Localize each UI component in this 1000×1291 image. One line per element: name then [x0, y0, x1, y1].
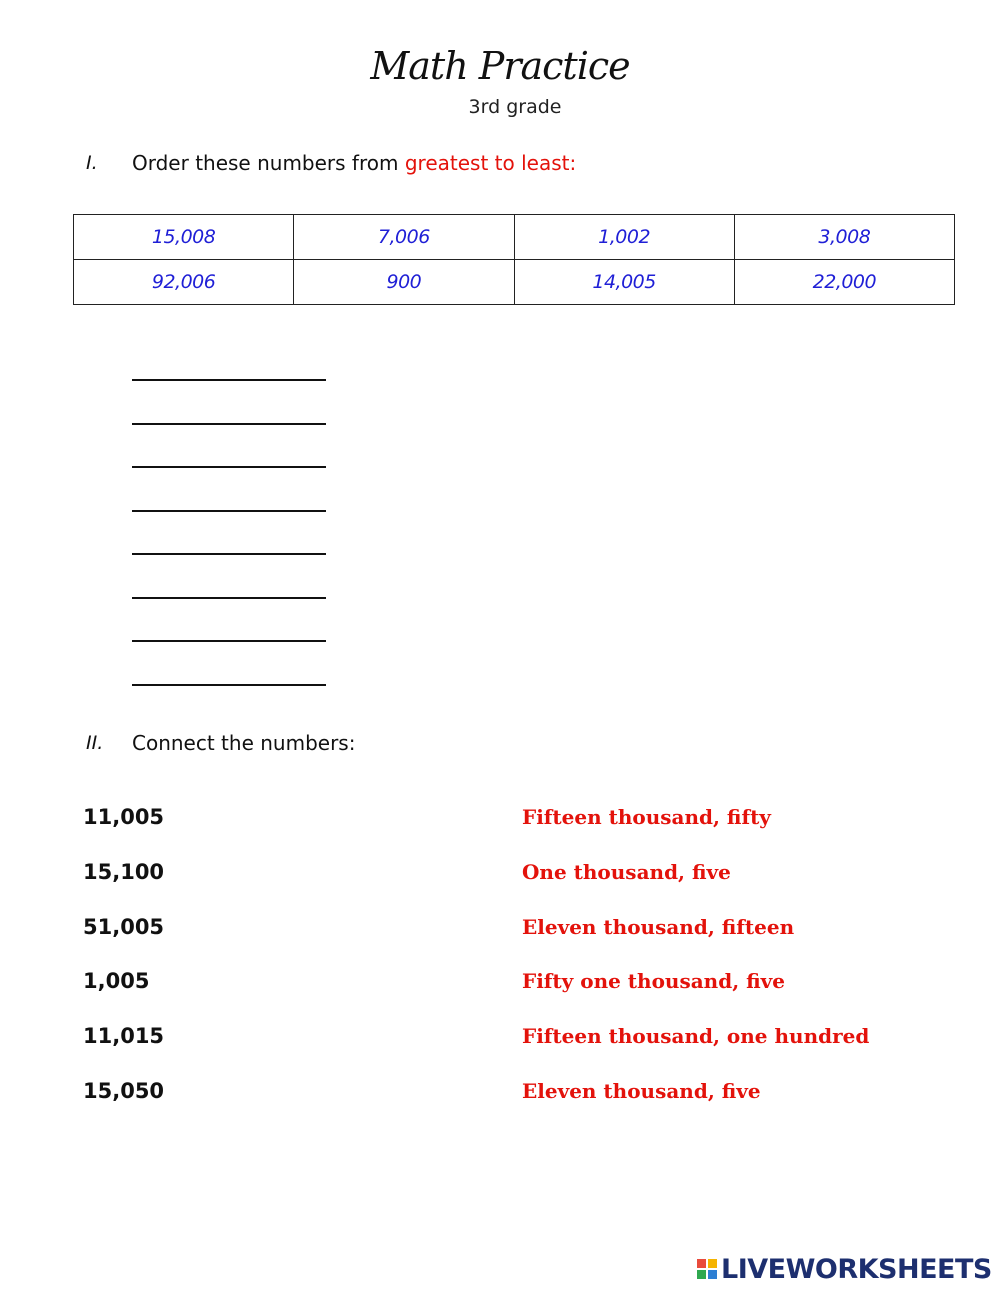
- grid-row: [74, 215, 955, 260]
- page-subtitle: 3rd grade: [468, 96, 562, 118]
- grid-cell: 14,005: [514, 260, 734, 305]
- page-title: Math Practice: [370, 44, 630, 88]
- numbers-column: [83, 800, 164, 1129]
- word-item[interactable]: Fifteen thousand, fifty: [522, 805, 771, 829]
- answer-blank-line[interactable]: [132, 644, 326, 686]
- answer-blank-line[interactable]: [132, 383, 326, 425]
- section-2-instruction: Connect the numbers:: [132, 731, 356, 755]
- logo-blocks-icon: [697, 1259, 717, 1279]
- grid-cell: 92,006: [74, 260, 294, 305]
- word-item[interactable]: Eleven thousand, fifteen: [522, 914, 795, 939]
- number-item[interactable]: 11,005: [83, 805, 165, 829]
- number-item[interactable]: 11,015: [83, 1024, 165, 1049]
- answer-blank-line[interactable]: [132, 513, 326, 555]
- number-item[interactable]: 15,050: [83, 1078, 165, 1103]
- number-item[interactable]: 1,005: [83, 969, 150, 994]
- answer-blank-line[interactable]: [132, 557, 326, 599]
- number-item[interactable]: 15,100: [83, 859, 165, 884]
- answer-blank-line[interactable]: [132, 600, 326, 642]
- grid-cell: 22,000: [734, 260, 954, 305]
- grid-cell: 3,008: [734, 215, 954, 260]
- grid-cell: 900: [294, 260, 514, 305]
- answer-blank-line[interactable]: [132, 339, 326, 381]
- answer-blanks: [132, 339, 326, 687]
- answer-blank-line[interactable]: [132, 426, 326, 468]
- liveworksheets-logo: [697, 1252, 992, 1286]
- logo-text: LIVEWORKSHEETS: [721, 1253, 992, 1285]
- section-1-instruction: [132, 151, 576, 175]
- number-item[interactable]: 51,005: [83, 914, 165, 939]
- grid-cell: 7,006: [294, 215, 514, 260]
- grid-cell: 15,008: [74, 215, 294, 260]
- word-item[interactable]: Fifty one thousand, five: [522, 969, 786, 994]
- grid-cell: 1,002: [514, 215, 734, 260]
- section-1-number: I.: [86, 152, 98, 174]
- grid-row: [74, 260, 955, 305]
- instruction-prefix: Order these numbers from: [132, 151, 405, 175]
- answer-blank-line[interactable]: [132, 470, 326, 512]
- numbers-grid: [73, 214, 955, 305]
- word-item[interactable]: Fifteen thousand, one hundred: [522, 1024, 870, 1049]
- instruction-highlight: greatest to least:: [404, 151, 577, 175]
- words-column: [522, 800, 869, 1129]
- word-item[interactable]: One thousand, five: [522, 859, 731, 884]
- word-item[interactable]: Eleven thousand, five: [522, 1078, 761, 1103]
- section-2-number: II.: [86, 732, 104, 754]
